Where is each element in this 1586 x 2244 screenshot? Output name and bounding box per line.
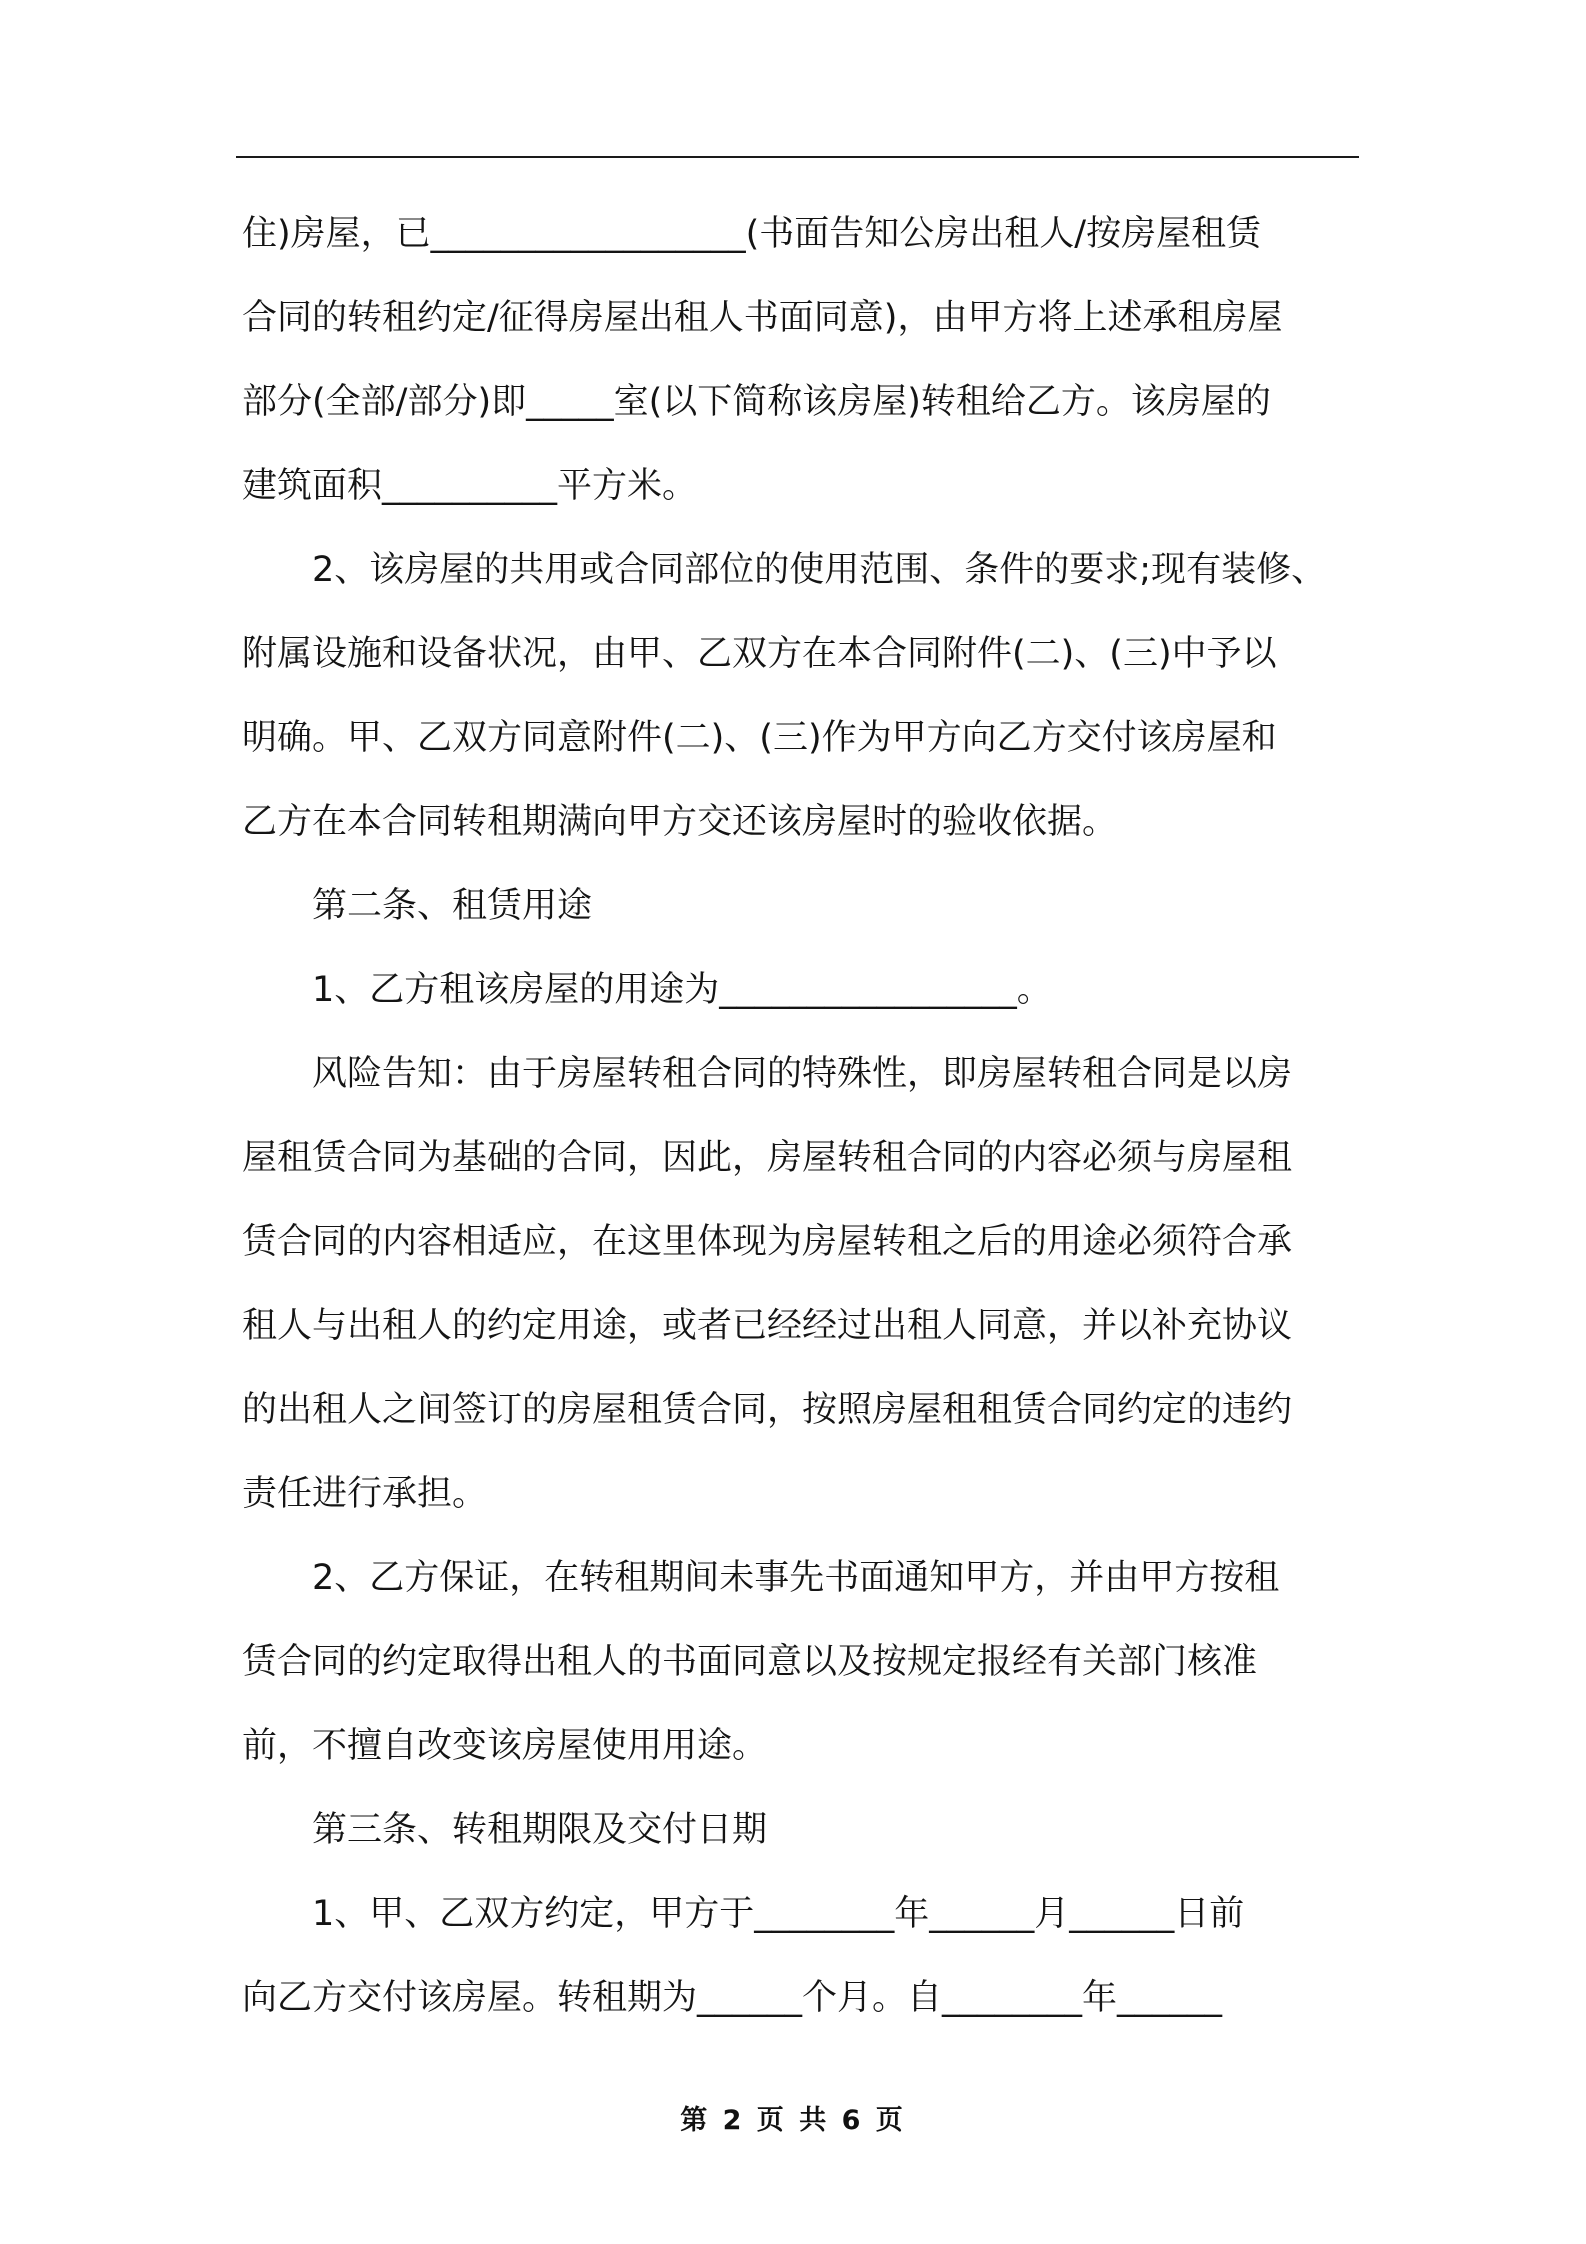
header-rule [236, 156, 1359, 158]
text-line: 屋租赁合同为基础的合同，因此，房屋转租合同的内容必须与房屋租 [242, 1138, 1293, 1178]
page-number: 第 2 页 共 6 页 [680, 2105, 906, 2136]
text-line: 部分(全部/部分)即_____室(以下简称该房屋)转租给乙方。该房屋的 [242, 382, 1271, 422]
text-line: 附属设施和设备状况，由甲、乙双方在本合同附件(二)、(三)中予以 [242, 634, 1277, 674]
text-line: 租人与出租人的约定用途，或者已经经过出租人同意，并以补充协议 [242, 1306, 1293, 1346]
text-line: 住)房屋，已__________________(书面告知公房出租人/按房屋租赁 [242, 214, 1262, 254]
text-line: 建筑面积__________平方米。 [242, 466, 698, 506]
text-line: 风险告知：由于房屋转租合同的特殊性，即房屋转租合同是以房 [242, 1054, 1293, 1094]
text-line: 1、乙方租该房屋的用途为_________________。 [242, 970, 1052, 1010]
text-line: 前，不擅自改变该房屋使用用途。 [242, 1726, 768, 1766]
text-line: 1、甲、乙双方约定，甲方于________年______月______日前 [242, 1894, 1245, 1934]
text-line: 合同的转租约定/征得房屋出租人书面同意)，由甲方将上述承租房屋 [242, 298, 1283, 338]
text-line: 责任进行承担。 [242, 1474, 488, 1514]
section-heading: 第二条、租赁用途 [242, 886, 593, 926]
text-line: 明确。甲、乙双方同意附件(二)、(三)作为甲方向乙方交付该房屋和 [242, 718, 1277, 758]
text-line: 乙方在本合同转租期满向甲方交还该房屋时的验收依据。 [242, 802, 1118, 842]
text-line: 的出租人之间签订的房屋租赁合同，按照房屋租租赁合同约定的违约 [242, 1390, 1293, 1430]
text-line: 2、乙方保证，在转租期间未事先书面通知甲方，并由甲方按租 [242, 1558, 1280, 1598]
section-heading: 第三条、转租期限及交付日期 [242, 1810, 768, 1850]
text-line: 赁合同的内容相适应，在这里体现为房屋转租之后的用途必须符合承 [242, 1222, 1293, 1262]
text-line: 向乙方交付该房屋。转租期为______个月。自________年______ [242, 1978, 1223, 2018]
text-line: 2、该房屋的共用或合同部位的使用范围、条件的要求;现有装修、 [242, 550, 1327, 590]
document-body [242, 192, 1354, 2040]
text-line: 赁合同的约定取得出租人的书面同意以及按规定报经有关部门核准 [242, 1642, 1258, 1682]
